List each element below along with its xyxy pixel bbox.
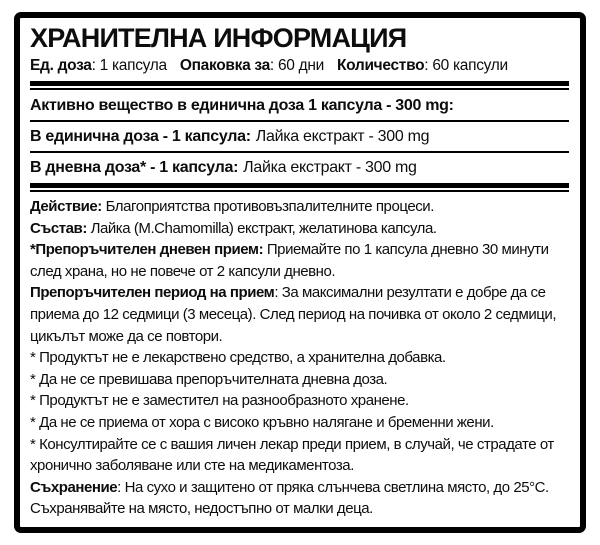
quantity-value: 60 капсули [432, 57, 508, 74]
package-duration [180, 54, 324, 78]
separator-thin [30, 120, 569, 122]
colon-separator: : [269, 57, 278, 74]
info-paragraphs [30, 196, 569, 520]
quantity [337, 54, 508, 78]
paragraph-composition-lead: Състав: [30, 219, 87, 237]
paragraph-note-2 [30, 369, 569, 391]
paragraph-note-5-text: * Консултирайте се с вашия личен лекар преди прием, в случай, че страдате от хронично заболяване или сте на медикаментоза. [30, 435, 554, 475]
paragraph-note-1-text: * Продуктът не е лекарствено средство, а хранителна добавка. [30, 349, 446, 367]
paragraph-action-text: Благоприятства противовъзпалителните процеси. [101, 198, 434, 215]
paragraph-intake-period-lead: Препоръчителен период на прием [30, 284, 275, 302]
paragraph-action [30, 196, 569, 218]
separator-thick-bar [30, 81, 569, 86]
serving-size-label: Ед. доза [30, 57, 92, 74]
paragraph-note-5 [30, 434, 569, 477]
paragraph-note-4-text: * Да не се приема от хора с високо кръвно налягане и бременни жени. [30, 413, 494, 431]
unit-dose-label: В единична доза - 1 капсула: [30, 128, 251, 145]
paragraph-intake-period-text: : За максимални резултати е добре да се приема до 12 седмици (3 месеца). След период на почивка от около 2 седмици, цикълът може да се повтори. [30, 284, 557, 345]
quantity-label: Количество [336, 57, 425, 74]
page-title: ХРАНИТЕЛНА ИНФОРМАЦИЯ [30, 23, 407, 53]
serving-size-value: 1 капсула [99, 57, 167, 74]
paragraph-daily-intake-lead: *Препоръчителен дневен прием: [30, 241, 264, 259]
paragraph-daily-intake [30, 239, 569, 282]
paragraph-note-2-text: * Да не се превишава препоръчителната дневна доза. [30, 370, 388, 388]
daily-dose-label: В дневна доза* - 1 капсула: [30, 159, 239, 176]
colon-separator: : [91, 57, 100, 74]
paragraph-note-3 [30, 390, 569, 412]
label-frame [14, 12, 586, 533]
paragraph-storage-lead: Съхранение [30, 478, 118, 496]
serving-info-row [30, 54, 569, 78]
package-duration-label: Опаковка за [179, 57, 270, 74]
paragraph-composition [30, 218, 569, 240]
separator-thick-bar [30, 183, 569, 188]
separator-thin-bar [30, 190, 569, 192]
separator-thin-bar [30, 88, 569, 90]
paragraph-intake-period [30, 282, 569, 347]
daily-dose-value: Лайка екстракт - 300 mg [243, 159, 417, 176]
paragraph-action-lead: Действие: [30, 198, 102, 215]
unit-dose-value: Лайка екстракт - 300 mg [255, 128, 430, 145]
paragraph-note-3-text: * Продуктът не е заместител на разнообразното хранене. [30, 392, 409, 410]
daily-dose-row [30, 155, 569, 180]
paragraph-storage [30, 477, 569, 520]
active-substance-heading: Активно вещество в единична доза 1 капсула - 300 mg: [30, 97, 454, 114]
package-duration-value: 60 дни [277, 57, 324, 74]
paragraph-note-1 [30, 347, 569, 369]
unit-dose-row [30, 124, 569, 149]
paragraph-note-4 [30, 412, 569, 434]
paragraph-composition-text: Лайка (M.Chamomilla) екстракт, желатинова капсула. [86, 219, 437, 237]
separator-double-bottom [30, 183, 569, 192]
paragraph-storage-text: : На сухо и защитено от пряка слънчева светлина място, до 25°C. Съхранявайте на място, недостъпно от малки деца. [30, 478, 549, 518]
colon-separator: : [424, 57, 433, 74]
paragraph-daily-intake-text: Приемайте по 1 капсула дневно 30 минути след храна, но не повече от 2 капсули дневно. [30, 241, 549, 280]
separator-thin [30, 151, 569, 153]
separator-double-top [30, 81, 569, 90]
serving-size [30, 54, 167, 78]
